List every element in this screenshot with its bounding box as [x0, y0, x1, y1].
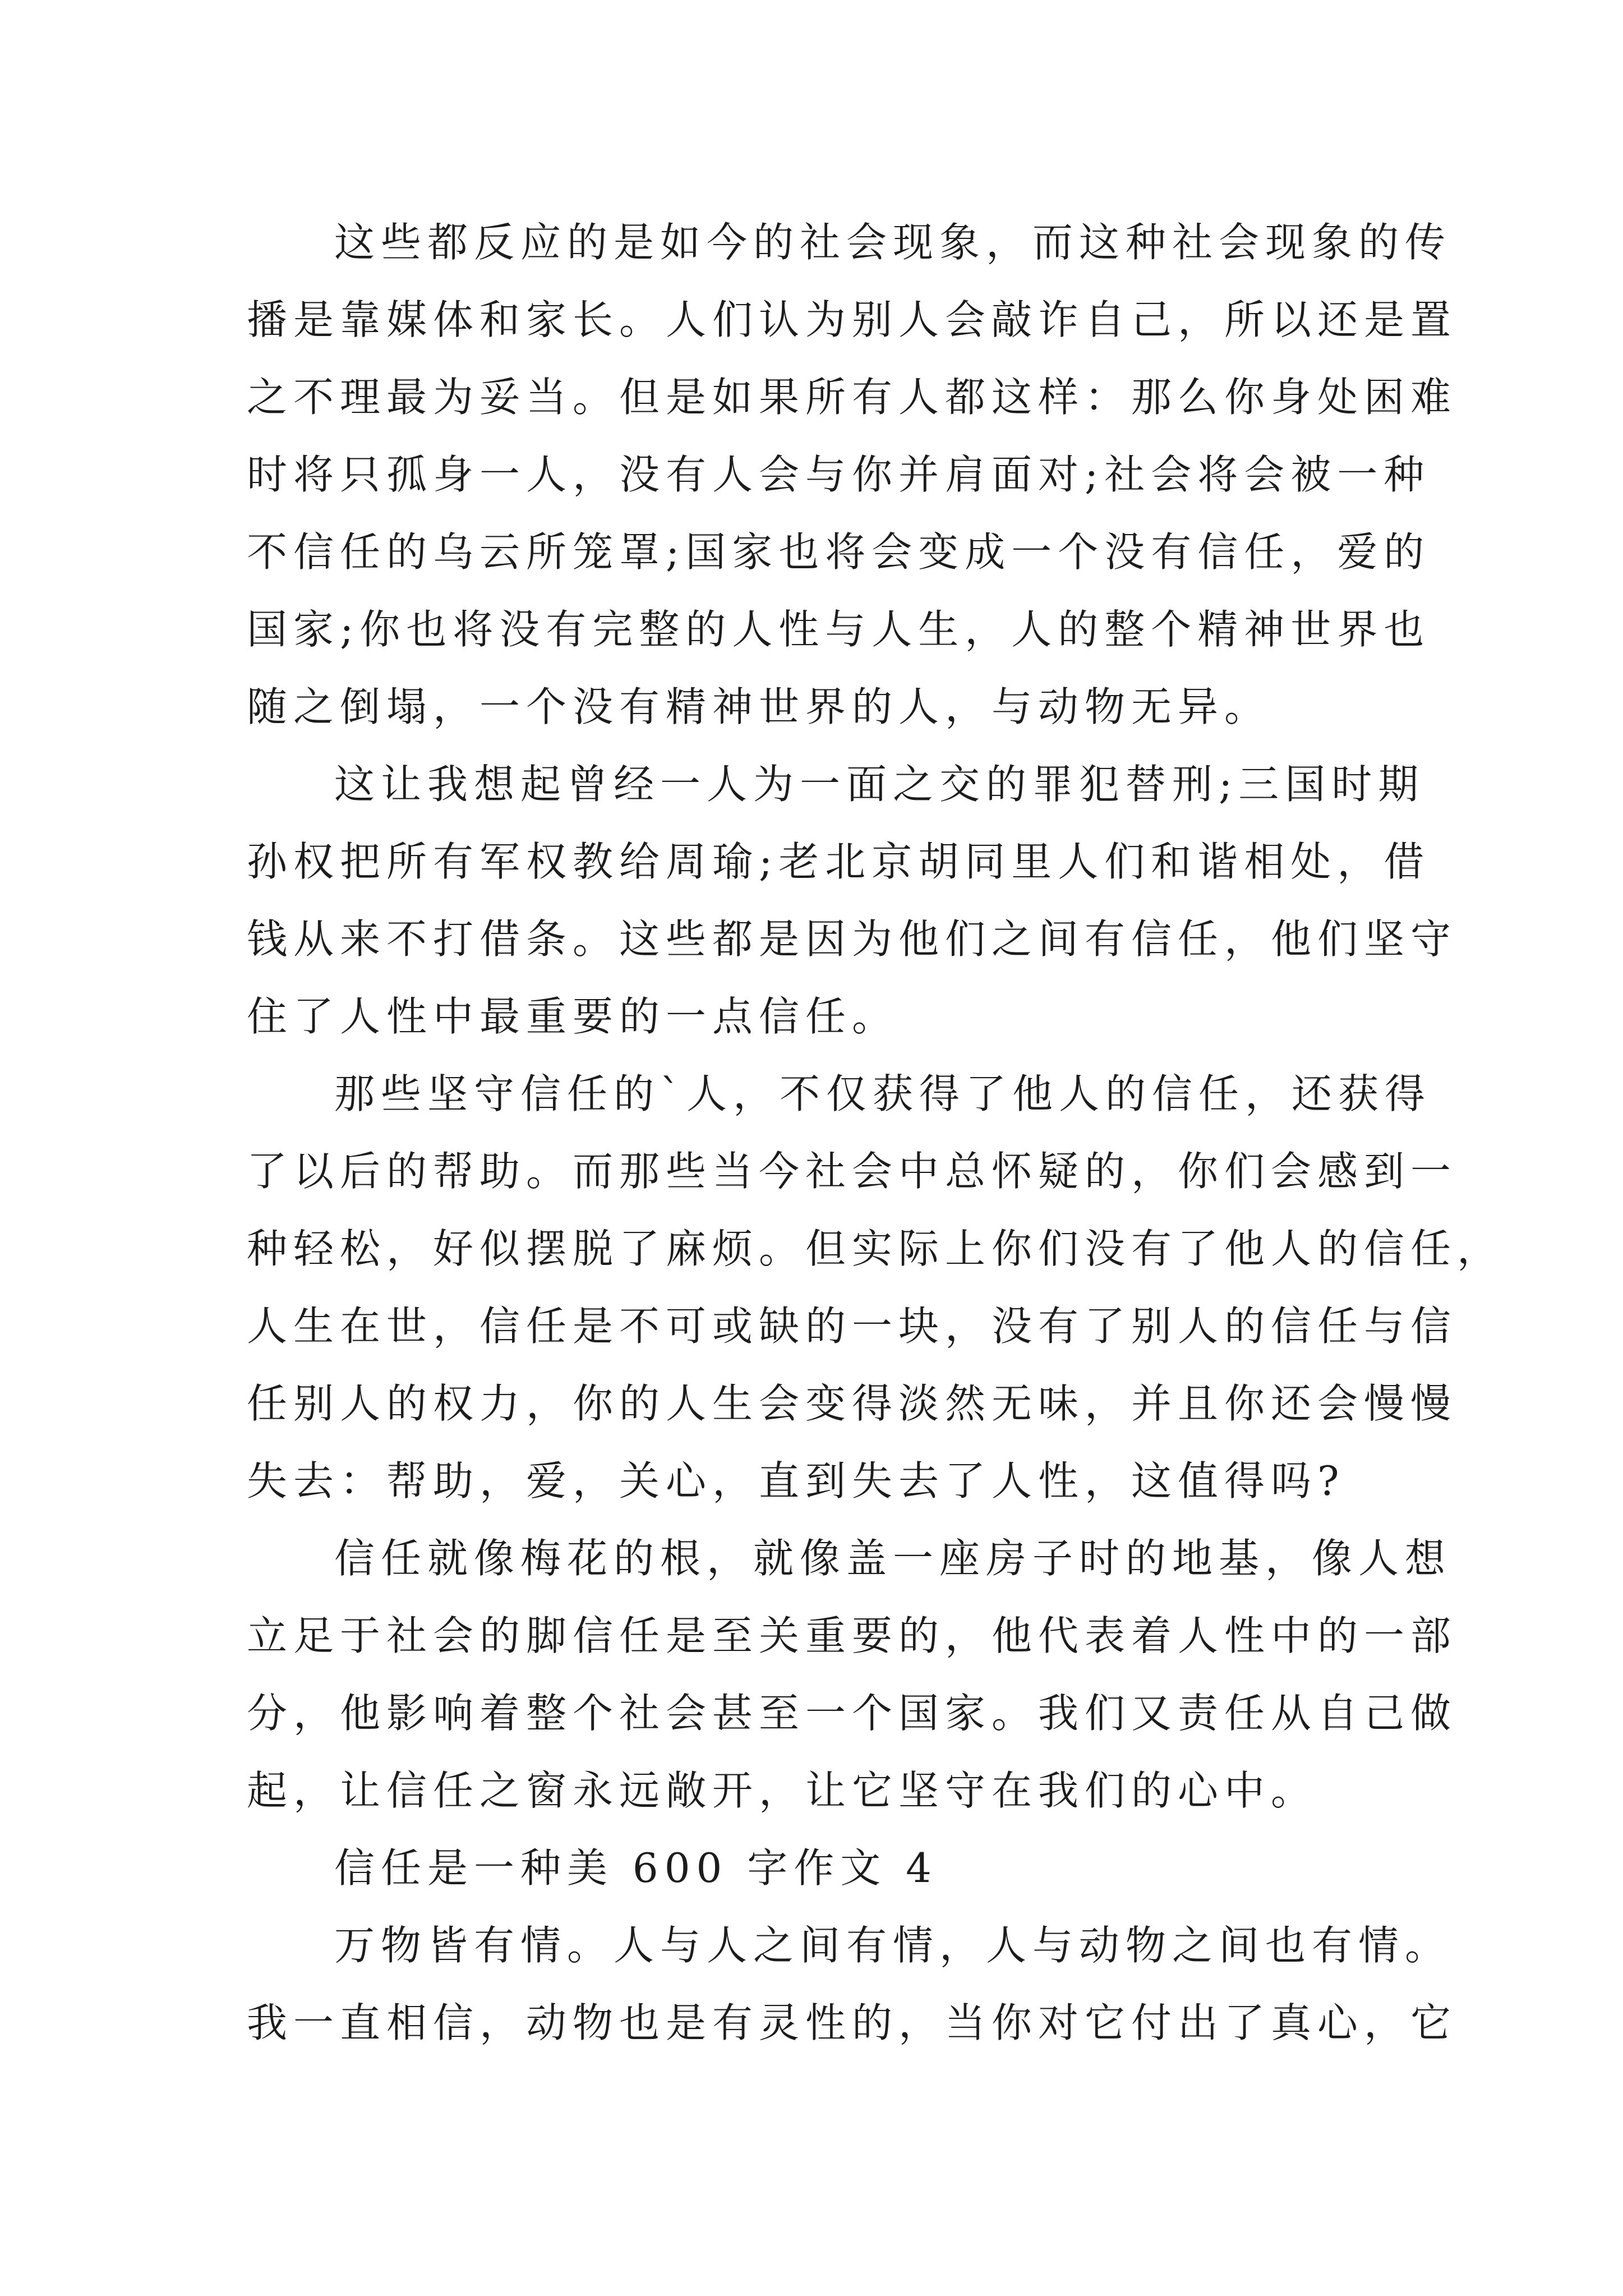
section-heading: 信任是一种美 600 字作文 4	[334, 1844, 938, 1892]
text-line: 这让我想起曾经一人为一面之交的罪犯替刑;三国时期	[334, 761, 1425, 808]
text-line: 之不理最为妥当。但是如果所有人都这样：那么你身处困难	[247, 374, 1458, 421]
text-line: 起，让信任之窗永远敞开，让它坚守在我们的心中。	[247, 1767, 1318, 1814]
text-line: 随之倒塌，一个没有精神世界的人，与动物无异。	[247, 683, 1271, 730]
text-line: 不信任的乌云所笼罩;国家也将会变成一个没有信任，爱的	[247, 528, 1431, 576]
text-line: 人生在世，信任是不可或缺的一块，没有了别人的信任与信	[247, 1303, 1458, 1350]
text-line: 分，他影响着整个社会甚至一个国家。我们又责任从自己做	[247, 1690, 1458, 1737]
text-line: 国家;你也将没有完整的人性与人生，人的整个精神世界也	[247, 606, 1431, 653]
text-line: 钱从来不打借条。这些都是因为他们之间有信任，他们坚守	[247, 915, 1458, 963]
text-line: 时将只孤身一人，没有人会与你并肩面对;社会将会被一种	[247, 451, 1431, 498]
text-line: 万物皆有情。人与人之间有情，人与动物之间也有情。	[334, 1922, 1452, 1969]
text-line: 那些坚守信任的`人，不仅获得了他人的信任，还获得	[334, 1070, 1432, 1117]
text-line: 种轻松，好似摆脱了麻烦。但实际上你们没有了他人的信任，	[247, 1225, 1504, 1272]
text-line: 失去：帮助，爱，关心，直到失去了人性，这值得吗?	[247, 1457, 1345, 1504]
text-line: 孙权把所有军权教给周瑜;老北京胡同里人们和谐相处，借	[247, 838, 1431, 885]
text-line: 这些都反应的是如今的社会现象，而这种社会现象的传	[334, 219, 1452, 266]
text-line: 住了人性中最重要的一点信任。	[247, 993, 899, 1040]
text-line: 播是靠媒体和家长。人们认为别人会敲诈自己，所以还是置	[247, 296, 1458, 343]
text-line: 任别人的权力，你的人生会变得淡然无味，并且你还会慢慢	[247, 1380, 1458, 1427]
text-line: 信任就像梅花的根，就像盖一座房子时的地基，像人想	[334, 1535, 1452, 1582]
text-line: 立足于社会的脚信任是至关重要的，他代表着人性中的一部	[247, 1612, 1458, 1659]
text-line: 了以后的帮助。而那些当今社会中总怀疑的，你们会感到一	[247, 1148, 1458, 1195]
text-line: 我一直相信，动物也是有灵性的，当你对它付出了真心，它	[247, 1999, 1458, 2046]
